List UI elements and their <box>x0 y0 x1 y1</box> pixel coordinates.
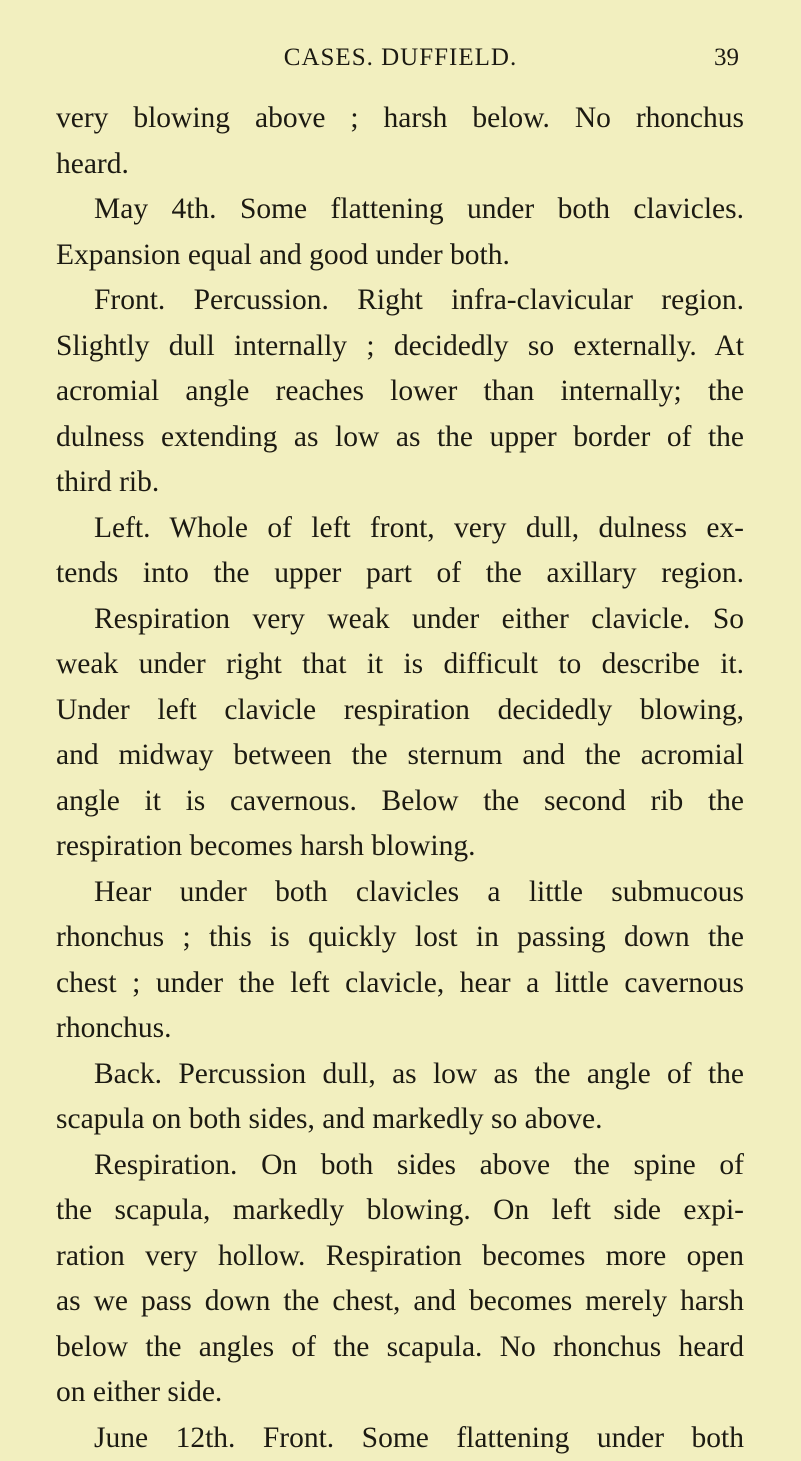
text-line: May 4th. Some flattening under both clavicles. <box>56 187 744 233</box>
body-text <box>56 96 744 1461</box>
text-line: Front. Percussion. Right infra-clavicular region. <box>56 278 744 324</box>
text-line: Respiration very weak under either clavicle. So <box>56 597 744 643</box>
text-line: Hear under both clavicles a little submucous <box>56 870 744 916</box>
text-line: angle it is cavernous. Below the second rib the <box>56 779 744 825</box>
text-line: and midway between the sternum and the acromial <box>56 733 744 779</box>
text-line: June 12th. Front. Some flattening under both <box>56 1416 744 1461</box>
text-line: rhonchus. <box>56 1006 744 1052</box>
text-line: heard. <box>56 142 744 188</box>
text-line: on either side. <box>56 1370 744 1416</box>
text-line: chest ; under the left clavicle, hear a little cavernous <box>56 961 744 1007</box>
text-line: Back. Percussion dull, as low as the angle of the <box>56 1052 744 1098</box>
text-line: Expansion equal and good under both. <box>56 233 744 279</box>
text-line: acromial angle reaches lower than internally; the <box>56 369 744 415</box>
text-line: Left. Whole of left front, very dull, dulness ex- <box>56 506 744 552</box>
text-line: third rib. <box>56 460 744 506</box>
text-line: rhonchus ; this is quickly lost in passing down the <box>56 915 744 961</box>
text-line: Slightly dull internally ; decidedly so externally. At <box>56 324 744 370</box>
text-line: ration very hollow. Respiration becomes more open <box>56 1234 744 1280</box>
text-line: the scapula, markedly blowing. On left side expi- <box>56 1188 744 1234</box>
text-line: very blowing above ; harsh below. No rhonchus <box>56 96 744 142</box>
text-line: below the angles of the scapula. No rhonchus heard <box>56 1325 744 1371</box>
text-line: weak under right that it is difficult to describe it. <box>56 642 744 688</box>
page-number: 39 <box>714 38 739 78</box>
text-line: dulness extending as low as the upper border of the <box>56 415 744 461</box>
text-line: Under left clavicle respiration decidedly blowing, <box>56 688 744 734</box>
text-line: scapula on both sides, and markedly so above. <box>56 1097 744 1143</box>
running-title: CASES. DUFFIELD. <box>0 38 801 78</box>
text-line: as we pass down the chest, and becomes merely harsh <box>56 1279 744 1325</box>
text-line: respiration becomes harsh blowing. <box>56 824 744 870</box>
running-head <box>0 38 801 78</box>
text-line: tends into the upper part of the axillary region. <box>56 551 744 597</box>
text-line: Respiration. On both sides above the spine of <box>56 1143 744 1189</box>
